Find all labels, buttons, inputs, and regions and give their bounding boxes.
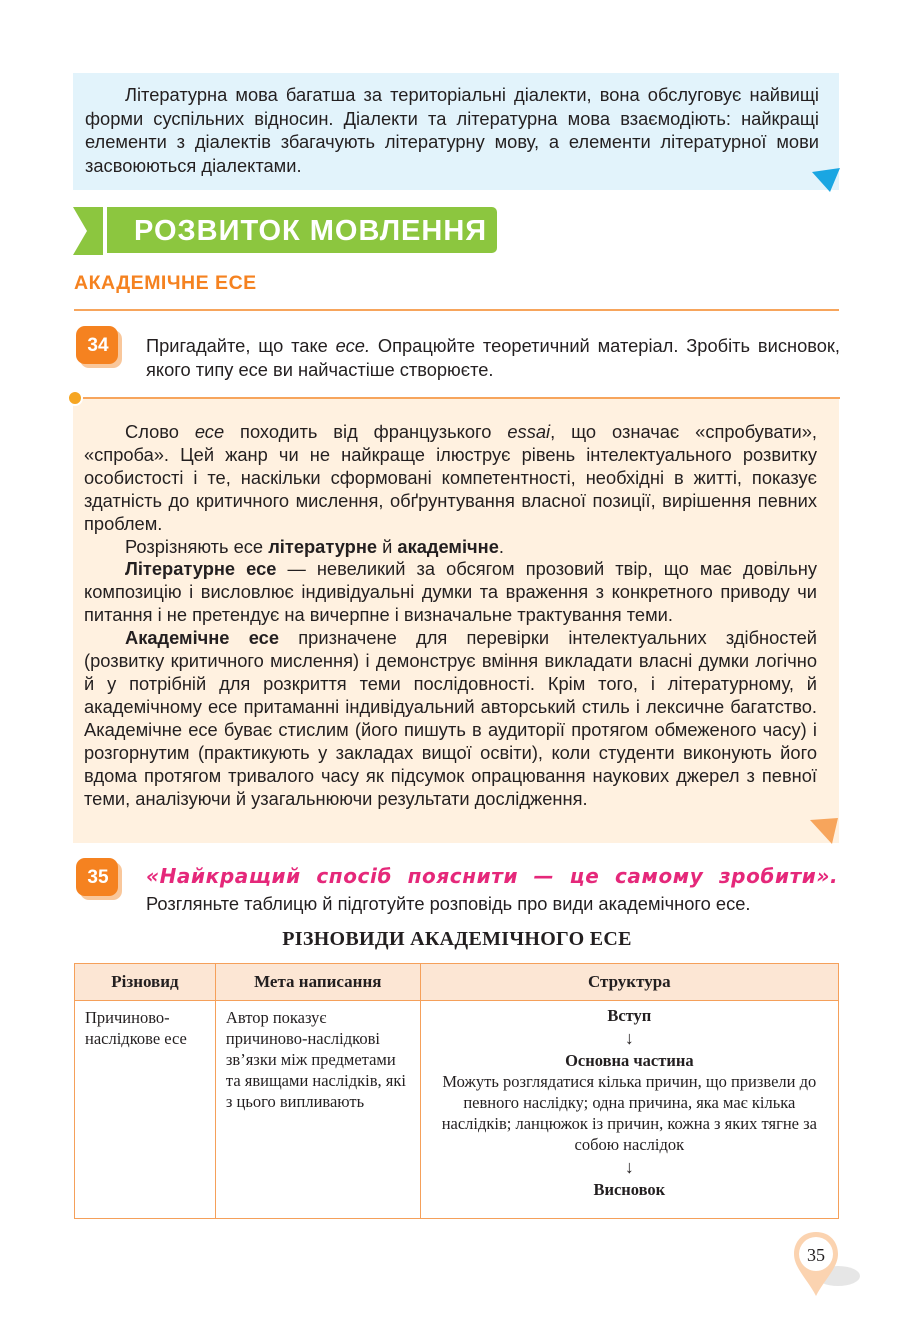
task-number-34: 34 bbox=[87, 335, 109, 356]
header-structure: Структура bbox=[420, 964, 838, 1001]
arrow-down-icon: ↓ bbox=[624, 1157, 634, 1177]
structure-main-text: Можуть розглядатися кілька причин, що призвели до певного наслідку; одна причина, яка має кілька наслідків; ланцюжок із причин, кожна з яких тягне за собою наслідок bbox=[441, 1072, 817, 1154]
info-box bbox=[73, 73, 839, 190]
section-title: РОЗВИТОК МОВЛЕННЯ bbox=[134, 215, 488, 247]
essay-types-table bbox=[74, 963, 839, 1219]
theory-paragraph-2: Розрізняють есе літературне й академічне. bbox=[125, 535, 504, 557]
structure-intro: Вступ bbox=[607, 1006, 652, 1025]
subheading: АКАДЕМІЧНЕ ЕСЕ bbox=[74, 272, 257, 294]
theory-paragraph-4: Академічне есе призначене для перевірки інтелектуальних здібностей (розвитку критичного мислення) і демонструє вміння викладати власні думки логічно й у потрібній для розкриття теми послідовності. Крім того, і літературному, й академічному есе притаманні індивідуальний авторський стиль і лексичне багатство. Академічне есе буває стислим (його пишуть в аудиторії протягом обмеженого часу) і розгорнутим (практикують у закладах вищої освіти), коли студенти виконують його вдома протягом тривалого часу як підсумок опрацювання наукових джерел з певної теми, аналізуючи й узагальнюючи результати дослідження. bbox=[84, 627, 817, 809]
cell-purpose: Автор показує причиново-наслідкові зв’язки між предметами та явищами наслідків, які з цього випливають bbox=[215, 1001, 420, 1219]
header-kind: Різновид bbox=[75, 964, 216, 1001]
task-34-text: Пригадайте, що таке есе. Опрацюйте теоретичний матеріал. Зробіть висновок, якого типу есе ви найчастіше створюєте. bbox=[146, 335, 840, 380]
table-row bbox=[75, 1001, 839, 1219]
info-text: Літературна мова багатша за територіальні діалекти, вона обслуговує найвищі форми суспільних відносин. Діалекти та літературна мова взаємодіють: найкращі елементи з діалектів збагачують літературну мову, а елементи літературної мови засвоюються діалектами. bbox=[85, 84, 819, 176]
blue-corner-decoration bbox=[812, 168, 840, 192]
theory-top-line bbox=[76, 397, 840, 399]
structure-main: Основна частина bbox=[565, 1051, 694, 1070]
cell-structure bbox=[420, 1001, 838, 1219]
theory-paragraph-3: Літературне есе — невеликий за обсягом прозовий твір, що має довільну композицію і висловлює індивідуальні думки та враження з конкретного приводу чи питання і не претендує на вичерпне і визначальне трактування теми. bbox=[84, 558, 817, 626]
arrow-down-icon: ↓ bbox=[624, 1028, 634, 1048]
structure-conclusion: Висновок bbox=[593, 1180, 666, 1199]
theory-text bbox=[84, 421, 817, 810]
divider bbox=[74, 309, 839, 311]
task-35-quote: «Найкращий спосіб пояснити — це самому зробити». bbox=[146, 864, 839, 888]
task-35-text: Розгляньте таблицю й підготуйте розповідь про види академічного есе. bbox=[146, 893, 751, 914]
header-purpose: Мета написання bbox=[215, 964, 420, 1001]
task-number-35: 35 bbox=[87, 867, 109, 888]
theory-paragraph-1: Слово есе походить від французького essai, що означає «спробувати», «спроба». Цей жанр чи не найкраще ілюструє рівень інтелектуального розвитку особистості і те, наскільки сформовані компетентності, необхідні в житті, показує здатність до критичного мислення, обґрунтування власної позиції, вирішення певних проблем. bbox=[84, 421, 818, 534]
theory-dot bbox=[67, 390, 83, 406]
page-number: 35 bbox=[807, 1245, 825, 1265]
table-title: РІЗНОВИДИ АКАДЕМІЧНОГО ЕСЕ bbox=[282, 928, 632, 950]
cell-kind: Причиново-наслідкове есе bbox=[75, 1001, 216, 1219]
table-header-row bbox=[75, 964, 839, 1001]
orange-corner-decoration bbox=[810, 818, 838, 844]
